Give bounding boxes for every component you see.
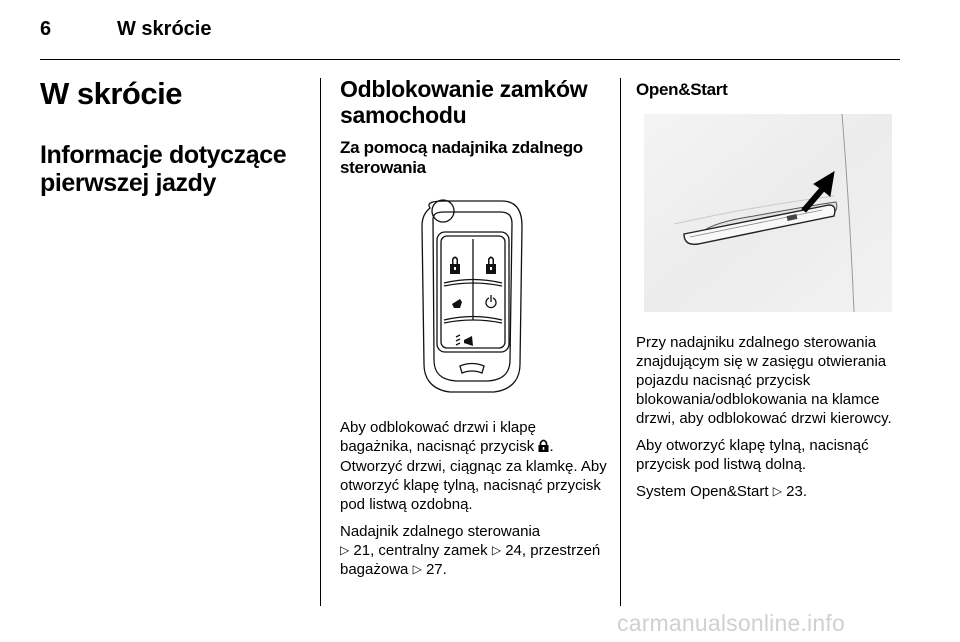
paragraph-unlock [340,418,608,514]
subsection-title: Informacje dotyczące pierwszej jazdy [40,141,287,197]
paragraph-references-text-2: , centralny zamek [370,542,488,559]
reference-page-24[interactable]: 24 [505,542,522,559]
column-divider-2 [620,78,621,606]
column-2 [340,76,608,178]
column-2-body [340,418,608,579]
column-1 [40,76,310,197]
reference-page-27[interactable]: 27 [425,561,443,578]
paragraph-references-text-3: , przestrzeń bagażowa [340,542,601,578]
triangle-reference-icon: ▷ [491,543,502,557]
chapter-title-open-start: Open&Start [636,80,728,99]
running-title: W skrócie [117,18,212,40]
reference-page-23[interactable]: 23 [786,483,803,500]
remote-key-fob-illustration [416,196,528,396]
triangle-reference-icon: ▷ [340,543,350,557]
page-number: 6 [40,18,52,40]
chapter-title-unlocking: Odblokowanie zamków samochodu [340,76,588,128]
lock-icon [538,438,549,457]
paragraph-references-text-4: . [442,561,447,578]
paragraph-references [340,522,608,579]
triangle-reference-icon: ▷ [772,484,782,498]
paragraph-unlock-text-2: . Otworzyć drzwi, ciągnąc za klamkę. Aby otworzyć klapę tylną, nacisnąć przycisk pod listwą ozdobną. [340,438,607,513]
watermark: carmanualsonline.info [617,610,845,636]
section-title: W skrócie [40,76,182,111]
column-divider-1 [320,78,321,606]
triangle-reference-icon: ▷ [412,562,422,576]
column-3-body [636,333,904,501]
paragraph-open-start-2: Aby otworzyć klapę tylną, nacisnąć przycisk pod listwą dolną. [636,437,869,473]
paragraph-references-text-1: Nadajnik zdalnego sterowania [340,523,541,540]
column-3 [636,78,904,102]
paragraph-open-start-3 [636,482,904,501]
paragraph-unlock-text-1: Aby odblokować drzwi i klapę bagażnika, nacisnąć przycisk [340,419,536,455]
paragraph-open-start-3-text-2: . [802,483,807,500]
door-handle-illustration [644,114,892,312]
reference-page-21[interactable]: 21 [353,542,371,559]
paragraph-open-start-1: Przy nadajniku zdalnego sterowania znajdującym się w zasięgu otwierania pojazdu nacisnąć przycisk blokowania/odblokowania na klamce drzwi, aby odblokować drzwi kierowcy. [636,334,892,427]
paragraph-open-start-3-text-1: System Open&Start [636,483,769,500]
header-rule [40,59,900,60]
subheading-remote-control: Za pomocą nadajnika zdalnego sterowania [340,138,583,177]
